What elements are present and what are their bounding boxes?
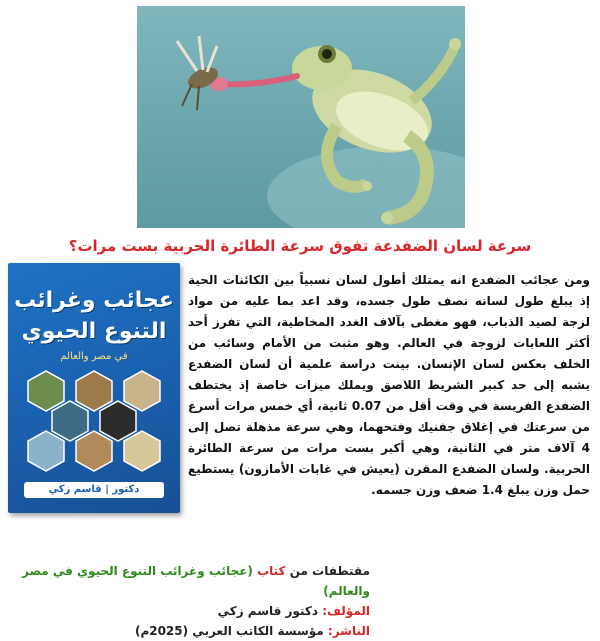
credit-author-line [0,601,370,621]
book-title-line1: عجائب وغرائب [14,288,174,313]
credit-author-value: دكتور قاسم زكي [217,604,319,618]
article-body: ومن عجائب الضفدع انه يمتلك أطول لسان نسبياً بين الكائنات الحية إذ يبلغ طول لسانه نصف طول جسده، وقد اعد بما عليه من مواد لزجة لصيد الذباب، فهو مغطى بآلاف الغدد المخاطية، التي تفرز أحد أكثر اللعابات لزوجة في العالم. وهو مثبت من الأمام وسائب من الخلف بعكس لسان الإنسان. بينت دراسة علمية أن لسان الضفدع يشبه إلى حد كبير الشريط اللاصق ويملك ميزات خاصة إذ يختطف الضفدع الفريسة في وقت أقل من 0.07 ثانية، أي خمس مرات أسرع من سرعتك في إغلاق جفنيك وفتحهما، وهي سرعة مذهلة تصل إلى 4 آلاف متر في الثانية، وهي أكبر بست مرات من سرعة الطائرة الحربية. ولسان الضفدع المقرن (يعيش في غابات الأمازون) يستطيع حمل وزن يبلغ 1.4 ضعف وزن جسمه. [188,273,590,497]
frog-tongue-illustration [137,6,465,228]
credit-publisher-value: مؤسسة الكاتب العربي (2025م) [134,624,324,638]
book-cover [8,263,180,513]
book-credits [0,561,370,641]
credit-excerpt-word: كتاب [257,564,286,578]
credit-publisher-line [0,621,370,641]
book-hex-collage [16,367,172,475]
credit-author-label: المؤلف: [322,604,370,618]
article-headline: سرعة لسان الضفدعة تفوق سرعة الطائرة الحربية بست مرات؟ [68,237,532,255]
credit-excerpt-prefix: مقتطفات من [289,564,370,578]
book-subtitle: في مصر والعالم [60,351,128,362]
credit-excerpt-line [0,561,370,601]
book-title-line2: التنوع الحيوي [21,319,167,344]
book-author: دكتور | قاسم زكي [24,482,164,498]
credit-publisher-label: الناشر: [327,624,370,638]
credit-book-title: (عجائب وغرائب التنوع الحيوي في مصر والعالم) [21,564,370,598]
frog-photo [137,6,465,228]
